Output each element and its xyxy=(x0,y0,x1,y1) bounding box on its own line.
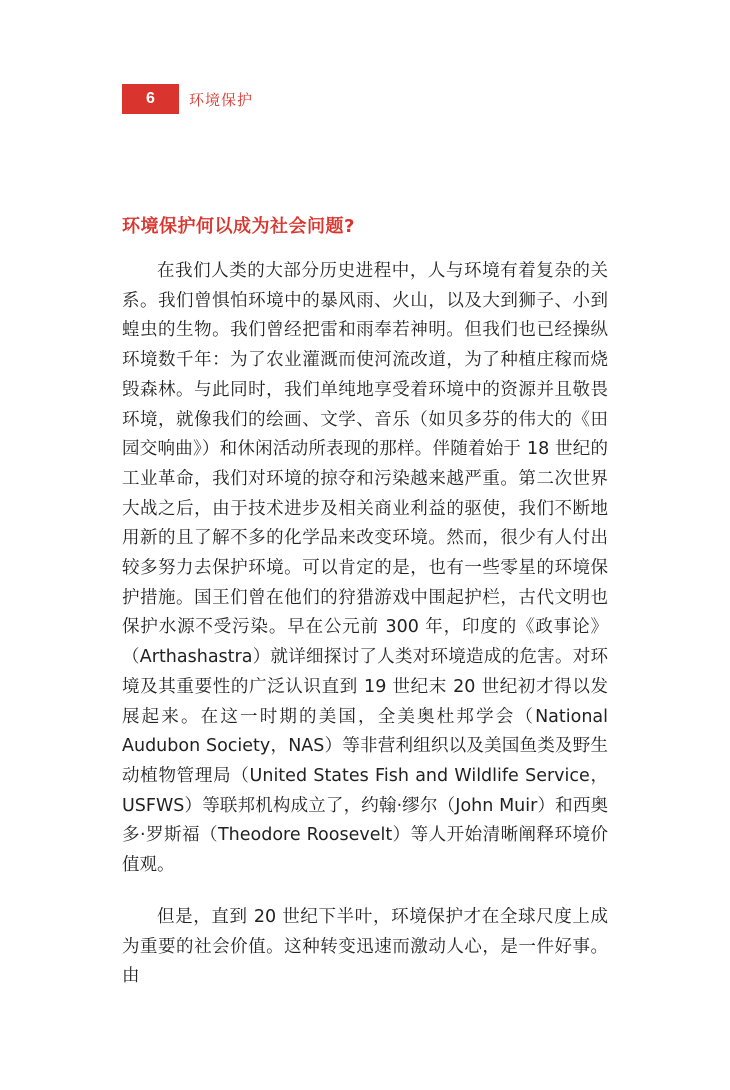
section-heading: 环境保护何以成为社会问题? xyxy=(122,216,355,237)
page-number: 6 xyxy=(122,84,179,114)
body-paragraph-1: 在我们人类的大部分历史进程中，人与环境有着复杂的关系。我们曾惧怕环境中的暴风雨、火山，以及大到狮子、小到蝗虫的生物。我们曾经把雷和雨奉若神明。但我们也已经操纵环境数千年：为了农业灌溉而使河流改道，为了种植庄稼而烧毁森林。与此同时，我们单纯地享受着环境中的资源并且敬畏环境，就像我们的绘画、文学、音乐（如贝多芬的伟大的《田园交响曲》）和休闲活动所表现的那样。伴随着始于 18 世纪的工业革命，我们对环境的掠夺和污染越来越严重。第二次世界大战之后，由于技术进步及相关商业利益的驱使，我们不断地用新的且了解不多的化学品来改变环境。然而，很少有人付出较多努力去保护环境。可以肯定的是，也有一些零星的环境保护措施。国王们曾在他们的狩猎游戏中围起护栏，古代文明也保护水源不受污染。早在公元前 300 年，印度的《政事论》（Arthashastra）就详细探讨了人类对环境造成的危害。对环境及其重要性的广泛认识直到 19 世纪末 20 世纪初才得以发展起来。在这一时期的美国，全美奥杜邦学会（National Audubon Society，NAS）等非营利组织以及美国鱼类及野生动植物管理局（United States Fish and Wildlife Service，USFWS）等联邦机构成立了，约翰·缪尔（John Muir）和西奥多·罗斯福（Theodore Roosevelt）等人开始清晰阐释环境价值观。 xyxy=(122,261,608,876)
body-paragraph-2: 但是，直到 20 世纪下半叶，环境保护才在全球尺度上成为重要的社会价值。这种转变迅速而激动人心，是一件好事。由 xyxy=(122,907,608,987)
running-header xyxy=(122,84,422,114)
running-title: 环境保护 xyxy=(189,90,254,109)
